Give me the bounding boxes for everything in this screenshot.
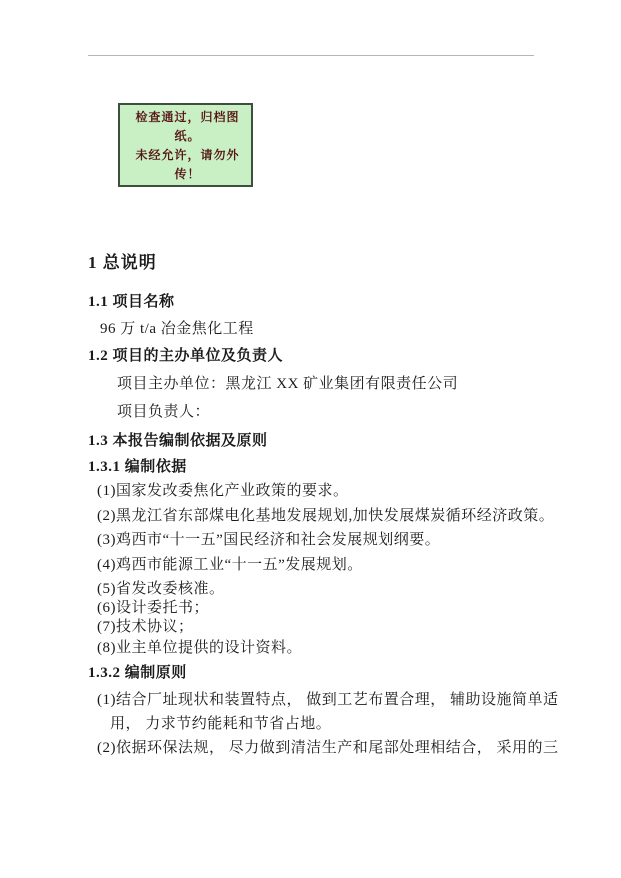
basis-item: (8)业主单位提供的设计资料。 xyxy=(97,640,302,656)
stamp-text-line: 纸。 xyxy=(174,129,201,143)
project-name-text: 96 万 t/a 冶金焦化工程 xyxy=(100,321,254,337)
sponsor-unit-text: 项目主办单位：黑龙江 XX 矿业集团有限责任公司 xyxy=(117,376,459,392)
heading-1-3-basis-and-principles: 1.3 本报告编制依据及原则 xyxy=(88,433,268,449)
basis-item: (7)技术协议； xyxy=(97,619,194,635)
basis-item: (4)鸡西市能源工业“十一五”发展规划。 xyxy=(97,557,363,573)
heading-1-3-1-compilation-basis: 1.3.1 编制依据 xyxy=(88,459,187,475)
heading-1-3-2-compilation-principles: 1.3.2 编制原则 xyxy=(88,665,187,681)
header-divider-line xyxy=(88,55,534,56)
stamp-text-line: 未经允许，请勿外 xyxy=(135,148,240,162)
heading-1-general-description: 1 总说明 xyxy=(88,253,157,272)
principle-line: (1)结合厂址现状和装置特点， 做到工艺布置合理， 辅助设施简单适 xyxy=(97,692,559,708)
basis-item: (3)鸡西市“十一五”国民经济和社会发展规划纲要。 xyxy=(97,532,441,548)
project-leader-text: 项目负责人： xyxy=(117,404,211,420)
basis-item: (6)设计委托书； xyxy=(97,600,209,616)
heading-1-2-sponsor-unit: 1.2 项目的主办单位及负责人 xyxy=(88,348,284,364)
basis-item: (2)黑龙江省东部煤电化基地发展规划,加快发展煤炭循环经济政策。 xyxy=(97,508,555,524)
basis-item: (1)国家发改委焦化产业政策的要求。 xyxy=(97,483,349,499)
basis-item: (5)省发改委核准。 xyxy=(97,581,225,597)
principle-line: 用， 力求节约能耗和节省占地。 xyxy=(110,716,332,732)
stamp-text-line: 传！ xyxy=(174,167,201,181)
approval-stamp-box xyxy=(118,103,253,187)
stamp-text-line: 检查通过，归档图 xyxy=(135,110,240,124)
principle-line: (2)依据环保法规， 尽力做到清洁生产和尾部处理相结合， 采用的三 xyxy=(97,740,559,756)
heading-1-1-project-name: 1.1 项目名称 xyxy=(88,294,175,310)
